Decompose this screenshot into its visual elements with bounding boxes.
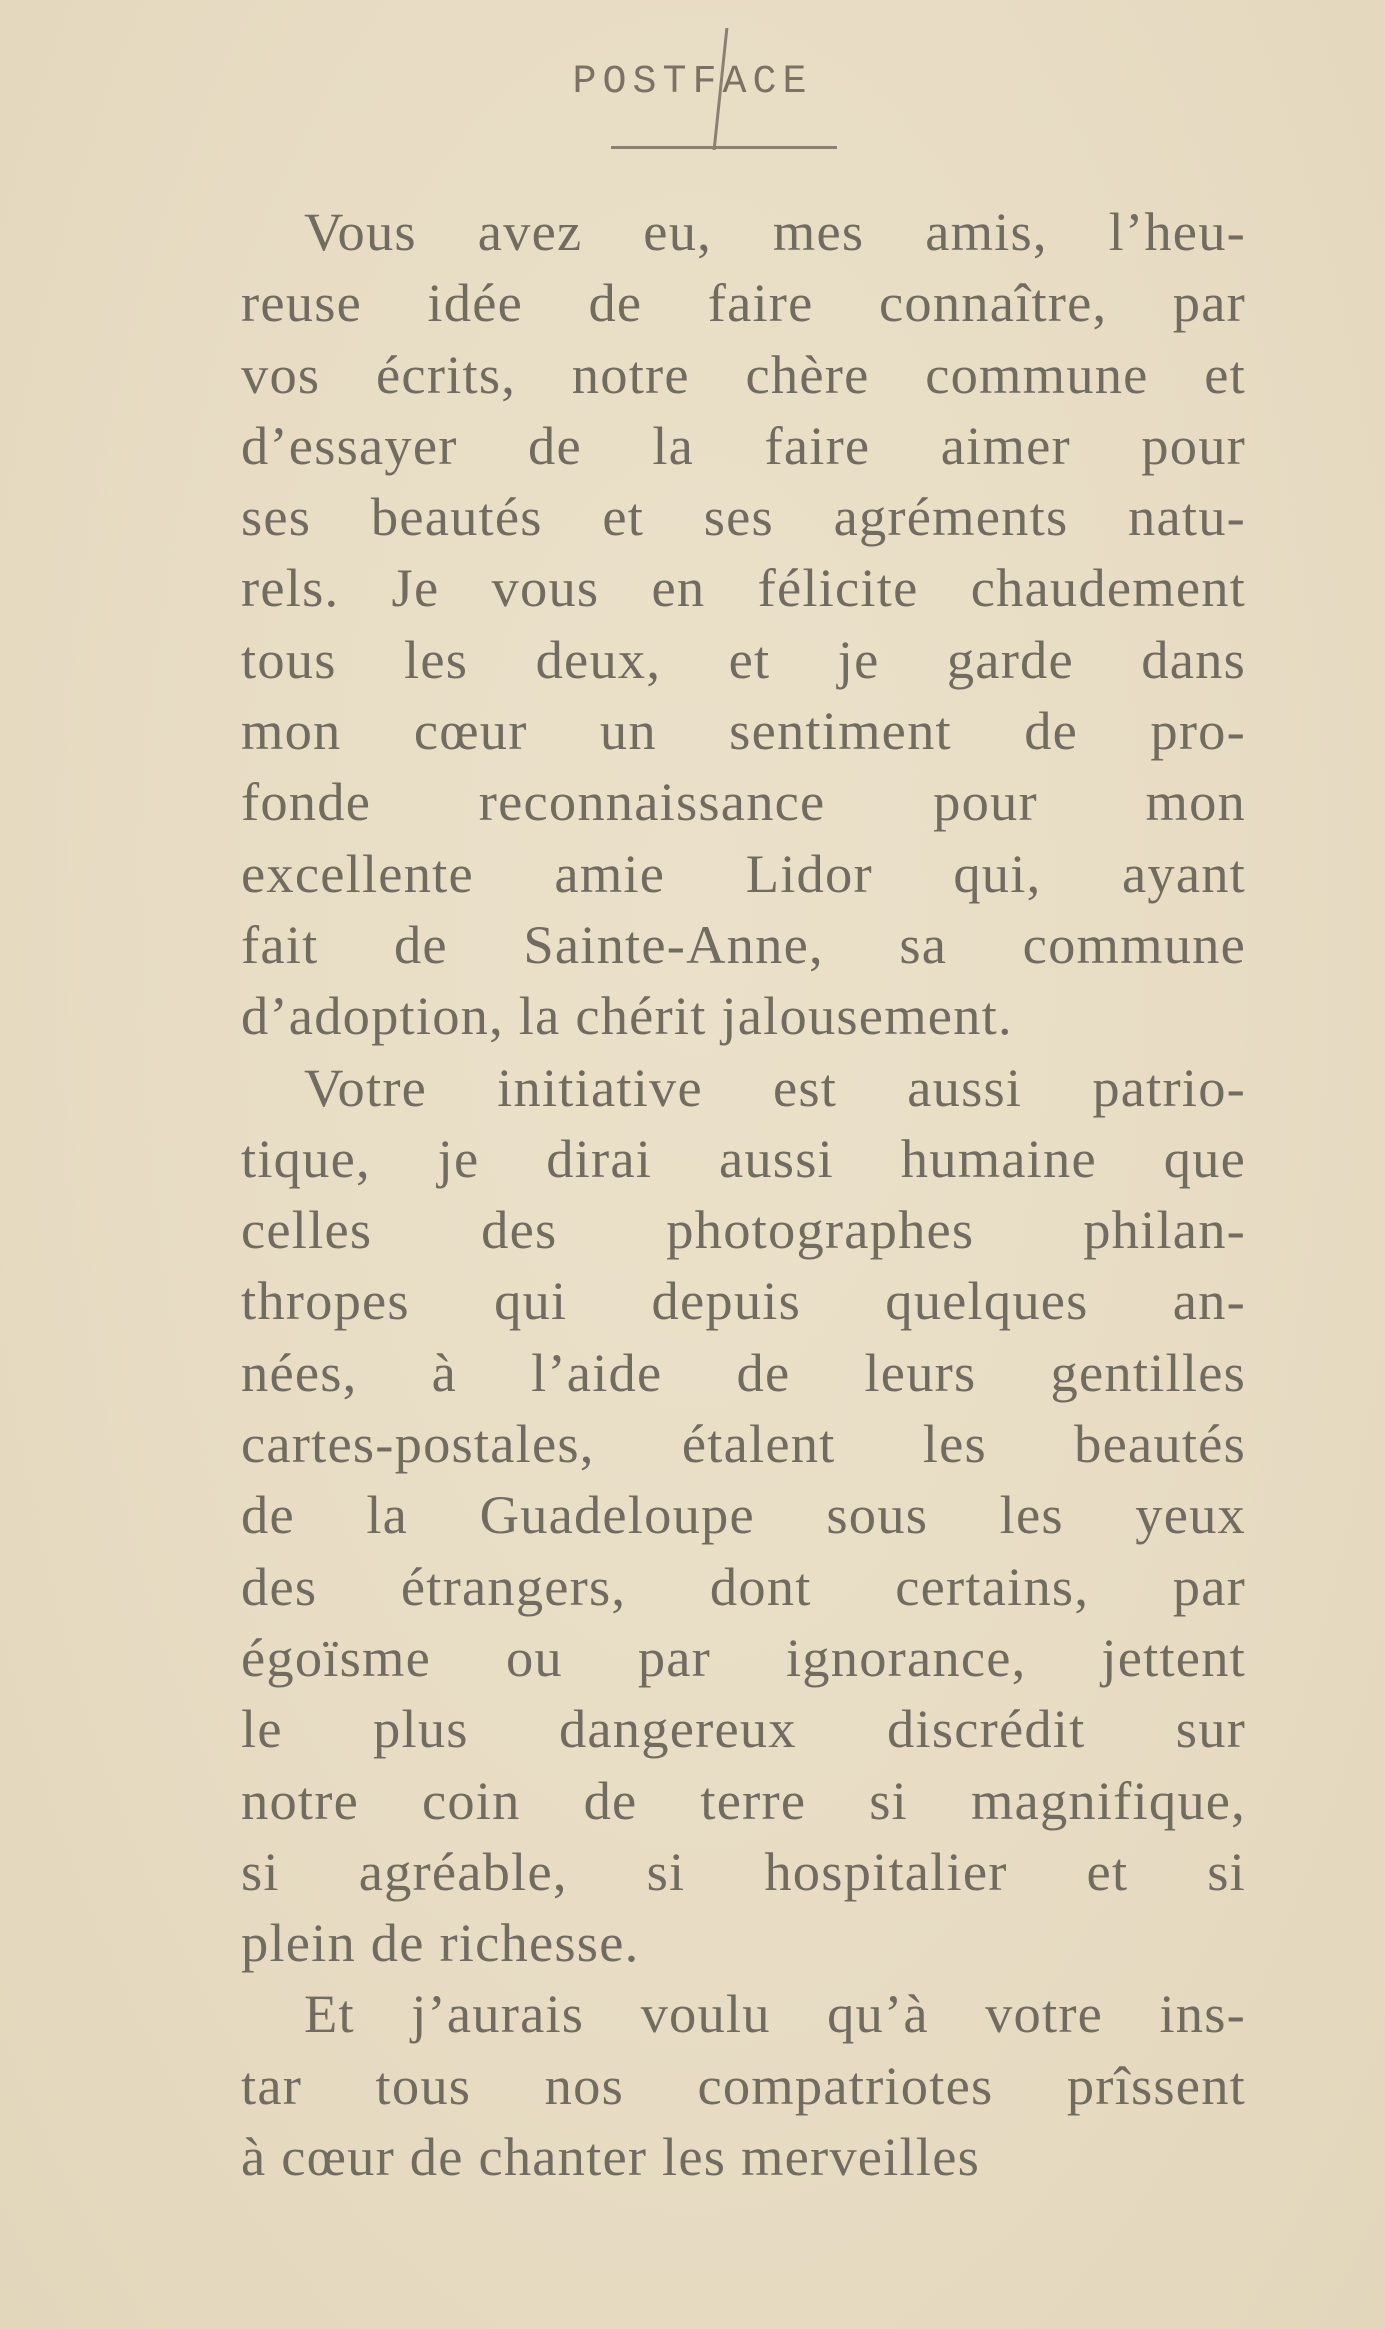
body-text xyxy=(178,196,1246,2192)
text-line: thropes qui depuis quelques an- xyxy=(241,1270,1246,1332)
text-line: vos écrits, notre chère commune et xyxy=(241,343,1246,405)
page-heading: POSTFACE xyxy=(572,60,813,105)
paragraph xyxy=(178,196,1246,1052)
text-line: d’adoption, la chérit jalousement. xyxy=(241,985,1013,1047)
text-line: ses beautés et ses agréments natu- xyxy=(241,486,1246,548)
text-line: rels. Je vous en félicite chaudement xyxy=(241,557,1246,619)
text-line: si agréable, si hospitalier et si xyxy=(241,1840,1246,1902)
text-line: tous les deux, et je garde dans xyxy=(241,628,1246,690)
text-line: celles des photographes philan- xyxy=(241,1199,1246,1261)
text-line: fonde reconnaissance pour mon xyxy=(241,771,1246,833)
heading-rule xyxy=(611,146,837,149)
paragraph xyxy=(178,1052,1246,1979)
text-line: tar tous nos compatriotes prîssent xyxy=(241,2054,1246,2116)
text-line: de la Guadeloupe sous les yeux xyxy=(241,1484,1246,1546)
text-line: le plus dangereux discrédit sur xyxy=(241,1698,1246,1760)
text-line: reuse idée de faire connaître, par xyxy=(241,272,1246,334)
paragraph xyxy=(178,1978,1246,2192)
text-line: Votre initiative est aussi patrio- xyxy=(304,1056,1246,1118)
text-line: d’essayer de la faire aimer pour xyxy=(241,414,1246,476)
text-line: égoïsme ou par ignorance, jettent xyxy=(241,1626,1246,1688)
text-line: fait de Sainte-Anne, sa commune xyxy=(241,913,1246,975)
text-line: nées, à l’aide de leurs gentilles xyxy=(241,1341,1246,1403)
text-line: Vous avez eu, mes amis, l’heu- xyxy=(304,201,1246,262)
text-line: notre coin de terre si magnifique, xyxy=(241,1769,1246,1831)
text-line: plein de richesse. xyxy=(241,1912,640,1974)
text-line: Et j’aurais voulu qu’à votre ins- xyxy=(304,1983,1246,2045)
text-line: excellente amie Lidor qui, ayant xyxy=(241,842,1246,904)
text-line: mon cœur un sentiment de pro- xyxy=(241,700,1246,762)
text-line: tique, je dirai aussi humaine que xyxy=(241,1127,1246,1189)
text-line: des étrangers, dont certains, par xyxy=(241,1555,1246,1617)
text-line: cartes-postales, étalent les beautés xyxy=(241,1413,1246,1475)
text-line: à cœur de chanter les merveilles xyxy=(241,2126,980,2188)
